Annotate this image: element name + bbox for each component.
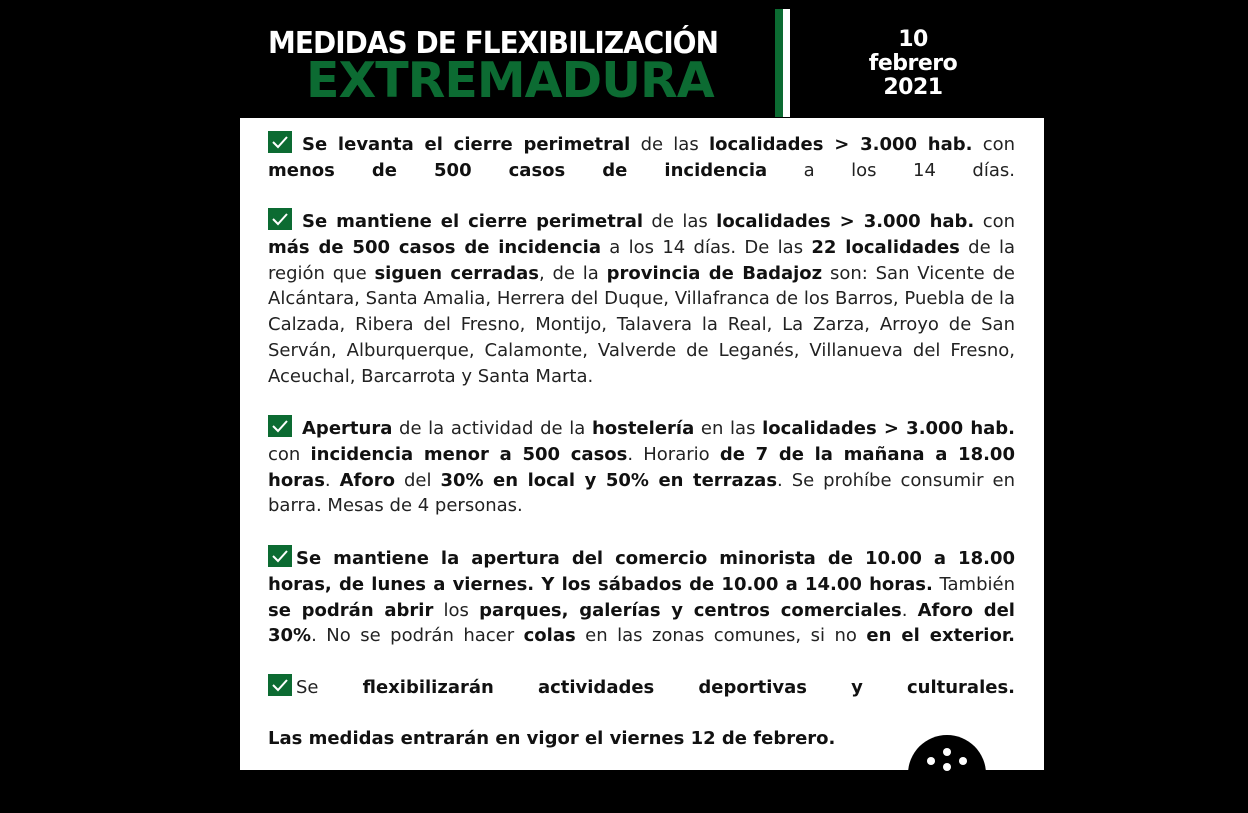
measures-panel	[240, 118, 1044, 770]
dots-logo-icon	[908, 735, 986, 813]
checkbox-checked-icon	[268, 415, 292, 437]
divider-green	[775, 9, 783, 117]
date-day: 10	[898, 27, 928, 52]
checkbox-checked-icon	[268, 545, 292, 567]
measure-item-1: Se levanta el cierre perimetral de las localidades > 3.000 hab. con menos de 500 casos de incidencia a los 14 días.	[268, 131, 1015, 184]
title-line1: MEDIDAS DE FLEXIBILIZACIÓN	[268, 26, 719, 61]
footer-note: Las medidas entrarán en vigor el viernes 12 de febrero.	[268, 728, 836, 749]
measure-item-4: Se mantiene la apertura del comercio minorista de 10.00 a 18.00 horas, de lunes a viernes. Y los sábados de 10.00 a 14.00 horas. También se podrán abrir los parques, galerías y centros comerciales. Aforo del 30%. No se podrán hacer colas en las zonas comunes, si no en el exterior.	[268, 545, 1015, 649]
measure-item-3: Apertura de la actividad de la hostelería en las localidades > 3.000 hab. con incidencia menor a 500 casos. Horario de 7 de la mañana a 18.00 horas. Aforo del 30% en local y 50% en terrazas. Se prohíbe consumir en barra. Mesas de 4 personas.	[268, 415, 1015, 519]
date-block	[858, 28, 968, 100]
divider-white	[783, 9, 790, 117]
measure-item-5: Se flexibilizarán actividades deportivas y culturales.	[268, 674, 1015, 701]
header	[0, 0, 1248, 118]
checkbox-checked-icon	[268, 208, 292, 230]
measure-item-2: Se mantiene el cierre perimetral de las localidades > 3.000 hab. con más de 500 casos de incidencia a los 14 días. De las 22 localidades de la región que siguen cerradas, de la provincia de Badajoz son: San Vicente de Alcántara, Santa Amalia, Herrera del Duque, Villafranca de los Barros, Puebla de la Calzada, Ribera del Fresno, Montijo, Talavera la Real, La Zarza, Arroyo de San Serván, Alburquerque, Calamonte, Valverde de Leganés, Villanueva del Fresno, Aceuchal, Barcarrota y Santa Marta.	[268, 208, 1015, 390]
logo-dot	[927, 757, 935, 765]
title-line2-region: EXTREMADURA	[306, 52, 714, 109]
date-year: 2021	[883, 75, 943, 100]
date-month: febrero	[868, 51, 958, 76]
checkbox-checked-icon	[268, 131, 292, 153]
logo-dot	[943, 748, 951, 756]
checkbox-checked-icon	[268, 674, 292, 696]
logo-dot	[959, 757, 967, 765]
